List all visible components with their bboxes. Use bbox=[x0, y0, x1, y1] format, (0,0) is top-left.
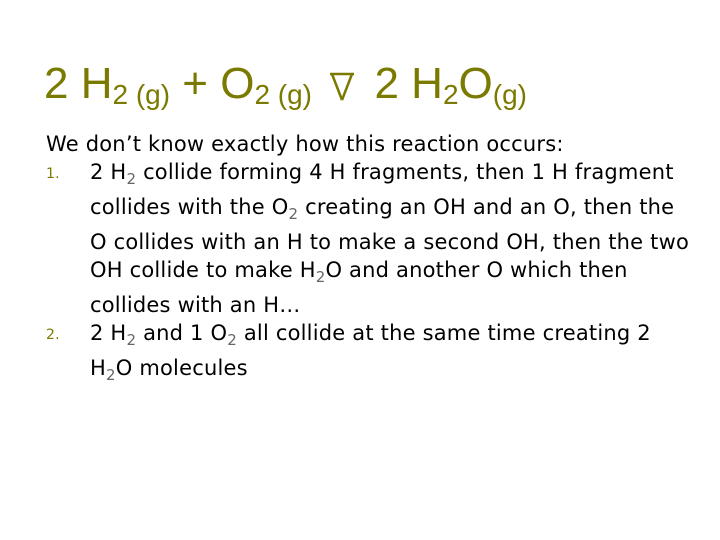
list-number: 2. bbox=[46, 327, 60, 343]
item-subscript: 2 bbox=[227, 331, 237, 349]
item-subscript: 2 bbox=[315, 268, 326, 286]
list-item bbox=[46, 319, 696, 389]
item-subscript: 2 bbox=[106, 366, 116, 384]
equation-subscript: (g) bbox=[492, 79, 527, 110]
equation-text: + O bbox=[170, 59, 255, 108]
item-subscript: 2 bbox=[288, 205, 299, 223]
equation-text: 2 H bbox=[362, 59, 443, 108]
item-text: and 1 O bbox=[136, 321, 228, 345]
item-text: O and another O which then collides with an H… bbox=[90, 258, 628, 317]
item-text: creating an OH and an O, then the O collides with an H to make a second OH, then the two OH collide to make H bbox=[90, 195, 690, 282]
equation-lead: 2 H bbox=[44, 59, 113, 108]
reaction-equation bbox=[44, 56, 527, 123]
equation-subscript: 2 (g) bbox=[254, 79, 313, 110]
arrow-right-icon bbox=[328, 60, 358, 116]
list-number: 1. bbox=[46, 166, 60, 182]
item-text: 2 H bbox=[90, 160, 127, 184]
item-subscript: 2 bbox=[126, 170, 137, 188]
item-text: collide forming 4 H fragments, then 1 H fragment collides with the O bbox=[90, 160, 674, 219]
item-text: all collide at the same time creating 2 H bbox=[90, 321, 651, 380]
slide-body bbox=[46, 130, 696, 389]
item-subscript: 2 bbox=[126, 331, 137, 349]
list-item bbox=[46, 158, 696, 319]
equation-subscript: 2 (g) bbox=[112, 79, 171, 110]
equation-text: O bbox=[458, 59, 493, 108]
equation-subscript: 2 bbox=[442, 79, 459, 110]
intro-text: We don’t know exactly how this reaction occurs: bbox=[46, 132, 564, 156]
item-text: 2 H bbox=[90, 321, 127, 345]
item-text: O molecules bbox=[115, 356, 248, 380]
